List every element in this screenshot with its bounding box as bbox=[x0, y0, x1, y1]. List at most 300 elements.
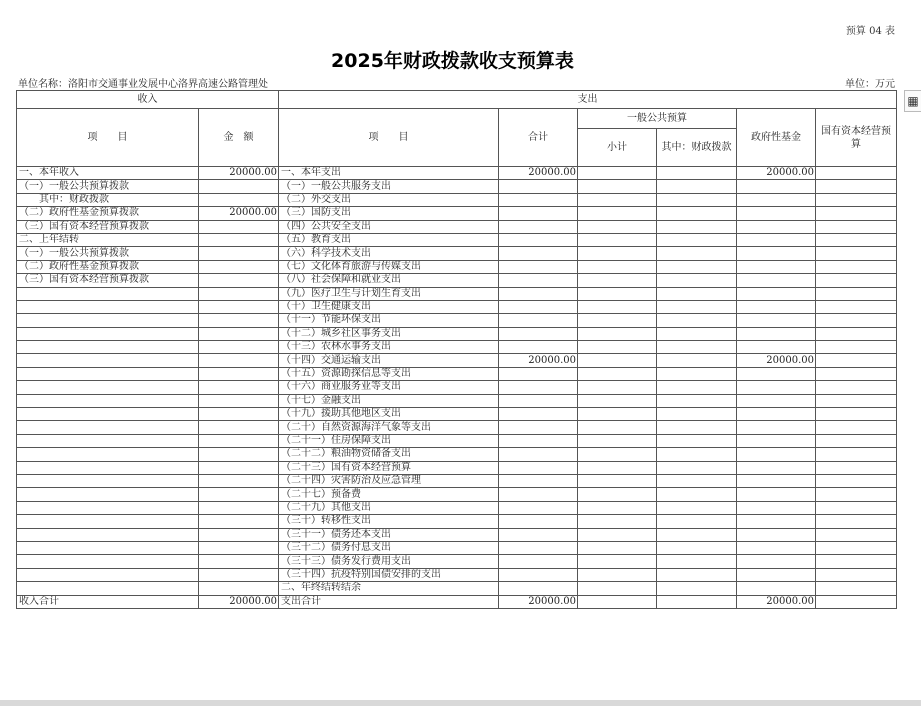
table-row bbox=[17, 354, 897, 367]
subtotal-cell bbox=[578, 247, 657, 260]
expense-total-cell bbox=[499, 421, 578, 434]
expense-item-cell: 二、年终结转结余 bbox=[279, 582, 499, 595]
expense-total-cell bbox=[499, 233, 578, 246]
expense-item-cell: 支出合计 bbox=[279, 595, 499, 608]
state-capital-cell bbox=[816, 421, 897, 434]
expense-item-cell: （七）文化体育旅游与传媒支出 bbox=[279, 260, 499, 273]
table-row bbox=[17, 555, 897, 568]
expense-total-cell bbox=[499, 555, 578, 568]
state-capital-cell bbox=[816, 367, 897, 380]
gov-fund-cell bbox=[737, 461, 816, 474]
expense-total-cell bbox=[499, 582, 578, 595]
income-amount-cell bbox=[199, 220, 279, 233]
subtotal-cell bbox=[578, 367, 657, 380]
income-item-cell bbox=[17, 448, 199, 461]
gov-fund-cell bbox=[737, 300, 816, 313]
gov-fund-cell bbox=[737, 488, 816, 501]
income-item-cell bbox=[17, 568, 199, 581]
income-amount-cell bbox=[199, 582, 279, 595]
state-capital-cell bbox=[816, 394, 897, 407]
gov-fund-cell bbox=[737, 515, 816, 528]
income-item-cell bbox=[17, 461, 199, 474]
state-capital-cell bbox=[816, 461, 897, 474]
subtotal-cell bbox=[578, 474, 657, 487]
expense-item-cell: （四）公共安全支出 bbox=[279, 220, 499, 233]
expense-total-cell bbox=[499, 528, 578, 541]
income-item-cell bbox=[17, 314, 199, 327]
fiscal-allocation-cell bbox=[657, 555, 737, 568]
subtotal-cell bbox=[578, 193, 657, 206]
gov-fund-cell bbox=[737, 474, 816, 487]
state-capital-cell bbox=[816, 501, 897, 514]
gov-fund-cell: 20000.00 bbox=[737, 595, 816, 608]
state-capital-cell bbox=[816, 555, 897, 568]
income-item-cell bbox=[17, 367, 199, 380]
expense-item-cell: （五）教育支出 bbox=[279, 233, 499, 246]
expense-total-cell bbox=[499, 180, 578, 193]
fiscal-allocation-header: 其中：财政拨款 bbox=[657, 129, 737, 167]
fiscal-allocation-cell bbox=[657, 568, 737, 581]
subtotal-cell bbox=[578, 515, 657, 528]
expense-item-cell: （二十一）住房保障支出 bbox=[279, 434, 499, 447]
state-capital-cell bbox=[816, 167, 897, 180]
table-row bbox=[17, 233, 897, 246]
gov-fund-cell bbox=[737, 287, 816, 300]
expense-item-cell: （十二）城乡社区事务支出 bbox=[279, 327, 499, 340]
subtotal-cell bbox=[578, 300, 657, 313]
income-amount-cell: 20000.00 bbox=[199, 595, 279, 608]
state-capital-cell bbox=[816, 300, 897, 313]
income-item-cell bbox=[17, 394, 199, 407]
fiscal-allocation-cell bbox=[657, 541, 737, 554]
gov-fund-cell bbox=[737, 421, 816, 434]
table-row bbox=[17, 327, 897, 340]
subtotal-cell bbox=[578, 260, 657, 273]
state-capital-cell bbox=[816, 408, 897, 421]
income-item-cell: 二、上年结转 bbox=[17, 233, 199, 246]
table-row bbox=[17, 408, 897, 421]
income-header: 收入 bbox=[17, 91, 279, 109]
fiscal-allocation-cell bbox=[657, 528, 737, 541]
table-row bbox=[17, 207, 897, 220]
subtotal-cell bbox=[578, 434, 657, 447]
expense-item-cell: （二十二）粮油物资储备支出 bbox=[279, 448, 499, 461]
income-item-cell bbox=[17, 354, 199, 367]
gov-fund-cell bbox=[737, 247, 816, 260]
gov-fund-cell bbox=[737, 528, 816, 541]
subtotal-cell bbox=[578, 207, 657, 220]
expense-item-cell: （三十）转移性支出 bbox=[279, 515, 499, 528]
expense-total-cell bbox=[499, 541, 578, 554]
bottom-scrollbar bbox=[0, 700, 921, 706]
state-capital-cell bbox=[816, 314, 897, 327]
table-row bbox=[17, 568, 897, 581]
state-capital-cell bbox=[816, 434, 897, 447]
income-item-cell: （三）国有资本经营预算拨款 bbox=[17, 274, 199, 287]
subtotal-cell bbox=[578, 233, 657, 246]
income-amount-cell bbox=[199, 381, 279, 394]
fiscal-allocation-cell bbox=[657, 193, 737, 206]
fiscal-allocation-cell bbox=[657, 220, 737, 233]
income-item-cell: （一）一般公共预算拨款 bbox=[17, 247, 199, 260]
expense-total-cell: 20000.00 bbox=[499, 354, 578, 367]
subtotal-cell bbox=[578, 555, 657, 568]
income-amount-cell bbox=[199, 568, 279, 581]
gov-fund-cell bbox=[737, 207, 816, 220]
expense-total-cell bbox=[499, 461, 578, 474]
subtotal-cell bbox=[578, 408, 657, 421]
fiscal-allocation-cell bbox=[657, 474, 737, 487]
gov-fund-cell bbox=[737, 555, 816, 568]
expense-total-cell bbox=[499, 434, 578, 447]
state-capital-cell bbox=[816, 515, 897, 528]
gov-fund-cell: 20000.00 bbox=[737, 167, 816, 180]
expense-item-cell: （二十）自然资源海洋气象等支出 bbox=[279, 421, 499, 434]
expense-total-cell bbox=[499, 367, 578, 380]
expense-total-cell bbox=[499, 474, 578, 487]
income-item-cell: 一、本年收入 bbox=[17, 167, 199, 180]
table-row bbox=[17, 341, 897, 354]
subtotal-cell bbox=[578, 488, 657, 501]
expense-total-cell bbox=[499, 314, 578, 327]
income-amount-cell bbox=[199, 434, 279, 447]
fiscal-allocation-cell bbox=[657, 488, 737, 501]
gov-fund-cell bbox=[737, 274, 816, 287]
income-amount-cell bbox=[199, 274, 279, 287]
currency-unit: 单位：万元 bbox=[845, 79, 895, 90]
state-capital-cell bbox=[816, 193, 897, 206]
gov-fund-cell bbox=[737, 233, 816, 246]
state-capital-cell bbox=[816, 448, 897, 461]
gov-fund-cell bbox=[737, 327, 816, 340]
state-capital-cell bbox=[816, 528, 897, 541]
expense-item-cell: （三十四）抗疫特别国债安排的支出 bbox=[279, 568, 499, 581]
state-capital-cell bbox=[816, 247, 897, 260]
income-amount-cell bbox=[199, 421, 279, 434]
general-budget-header: 一般公共预算 bbox=[578, 109, 737, 129]
fiscal-allocation-cell bbox=[657, 461, 737, 474]
state-capital-cell bbox=[816, 582, 897, 595]
expense-total-cell bbox=[499, 488, 578, 501]
fiscal-allocation-cell bbox=[657, 167, 737, 180]
table-row bbox=[17, 595, 897, 608]
expense-total-cell bbox=[499, 515, 578, 528]
fiscal-allocation-cell bbox=[657, 314, 737, 327]
income-amount-header: 金 额 bbox=[199, 109, 279, 167]
income-item-cell bbox=[17, 515, 199, 528]
gov-fund-cell bbox=[737, 394, 816, 407]
expense-item-cell: （二十九）其他支出 bbox=[279, 501, 499, 514]
income-item-cell bbox=[17, 341, 199, 354]
unit-name: 单位名称：洛阳市交通事业发展中心洛界高速公路管理处 bbox=[18, 79, 268, 90]
expense-item-cell: （二）外交支出 bbox=[279, 193, 499, 206]
fiscal-allocation-cell bbox=[657, 434, 737, 447]
income-amount-cell bbox=[199, 260, 279, 273]
expense-total-cell bbox=[499, 287, 578, 300]
income-item-cell: （三）国有资本经营预算拨款 bbox=[17, 220, 199, 233]
gov-fund-cell bbox=[737, 314, 816, 327]
income-amount-cell bbox=[199, 287, 279, 300]
subtotal-cell bbox=[578, 582, 657, 595]
state-capital-header: 国有资本经营预算 bbox=[816, 109, 897, 167]
table-row bbox=[17, 381, 897, 394]
income-amount-cell bbox=[199, 367, 279, 380]
expense-item-cell: （十）卫生健康支出 bbox=[279, 300, 499, 313]
expense-total-cell: 20000.00 bbox=[499, 167, 578, 180]
table-row bbox=[17, 367, 897, 380]
expense-item-cell: （三十二）债务付息支出 bbox=[279, 541, 499, 554]
fiscal-allocation-cell bbox=[657, 367, 737, 380]
gov-fund-cell bbox=[737, 220, 816, 233]
fiscal-allocation-cell bbox=[657, 180, 737, 193]
expense-item-cell: （十一）节能环保支出 bbox=[279, 314, 499, 327]
income-amount-cell bbox=[199, 501, 279, 514]
fiscal-allocation-cell bbox=[657, 448, 737, 461]
income-amount-cell bbox=[199, 247, 279, 260]
state-capital-cell bbox=[816, 595, 897, 608]
gov-fund-cell bbox=[737, 260, 816, 273]
state-capital-cell bbox=[816, 287, 897, 300]
gov-fund-cell bbox=[737, 501, 816, 514]
table-view-icon[interactable]: ▦ bbox=[904, 90, 921, 112]
expense-total-cell bbox=[499, 568, 578, 581]
table-row bbox=[17, 541, 897, 554]
expense-total-cell bbox=[499, 408, 578, 421]
expense-item-cell: （三）国防支出 bbox=[279, 207, 499, 220]
income-amount-cell bbox=[199, 180, 279, 193]
expense-item-cell: （三十一）债务还本支出 bbox=[279, 528, 499, 541]
expense-item-cell: （三十三）债务发行费用支出 bbox=[279, 555, 499, 568]
income-item-cell bbox=[17, 300, 199, 313]
expense-total-cell bbox=[499, 501, 578, 514]
subtotal-cell bbox=[578, 287, 657, 300]
income-item-header: 项 目 bbox=[17, 109, 199, 167]
subtotal-cell bbox=[578, 595, 657, 608]
gov-fund-cell bbox=[737, 367, 816, 380]
gov-fund-cell bbox=[737, 381, 816, 394]
expense-item-cell: 一、本年支出 bbox=[279, 167, 499, 180]
gov-fund-cell bbox=[737, 180, 816, 193]
fiscal-allocation-cell bbox=[657, 300, 737, 313]
table-row bbox=[17, 314, 897, 327]
state-capital-cell bbox=[816, 220, 897, 233]
expense-total-cell bbox=[499, 327, 578, 340]
table-row bbox=[17, 501, 897, 514]
expense-item-cell: （十三）农林水事务支出 bbox=[279, 341, 499, 354]
income-item-cell: 收入合计 bbox=[17, 595, 199, 608]
income-item-cell: （二）政府性基金预算拨款 bbox=[17, 207, 199, 220]
expense-total-cell bbox=[499, 381, 578, 394]
income-amount-cell bbox=[199, 314, 279, 327]
table-row bbox=[17, 582, 897, 595]
fiscal-allocation-cell bbox=[657, 327, 737, 340]
income-item-cell: （一）一般公共预算拨款 bbox=[17, 180, 199, 193]
income-amount-cell bbox=[199, 474, 279, 487]
income-amount-cell bbox=[199, 193, 279, 206]
subtotal-cell bbox=[578, 501, 657, 514]
expense-total-cell bbox=[499, 300, 578, 313]
fiscal-allocation-cell bbox=[657, 501, 737, 514]
state-capital-cell bbox=[816, 260, 897, 273]
income-amount-cell bbox=[199, 341, 279, 354]
expense-item-cell: （六）科学技术支出 bbox=[279, 247, 499, 260]
subtotal-cell bbox=[578, 394, 657, 407]
fiscal-allocation-cell bbox=[657, 233, 737, 246]
table-row bbox=[17, 394, 897, 407]
fiscal-allocation-cell bbox=[657, 260, 737, 273]
state-capital-cell bbox=[816, 327, 897, 340]
table-row bbox=[17, 260, 897, 273]
state-capital-cell bbox=[816, 207, 897, 220]
table-header bbox=[17, 91, 897, 167]
fiscal-allocation-cell bbox=[657, 394, 737, 407]
table-row bbox=[17, 167, 897, 180]
expense-total-header: 合计 bbox=[499, 109, 578, 167]
expense-total-cell bbox=[499, 247, 578, 260]
table-row bbox=[17, 528, 897, 541]
state-capital-cell bbox=[816, 474, 897, 487]
state-capital-cell bbox=[816, 180, 897, 193]
income-item-cell bbox=[17, 434, 199, 447]
subtotal-cell bbox=[578, 180, 657, 193]
subtotal-cell bbox=[578, 341, 657, 354]
fiscal-allocation-cell bbox=[657, 515, 737, 528]
table-row bbox=[17, 421, 897, 434]
expense-total-cell: 20000.00 bbox=[499, 595, 578, 608]
gov-fund-cell: 20000.00 bbox=[737, 354, 816, 367]
fiscal-allocation-cell bbox=[657, 421, 737, 434]
subtotal-cell bbox=[578, 354, 657, 367]
expense-total-cell bbox=[499, 274, 578, 287]
income-item-cell bbox=[17, 287, 199, 300]
page-title: 2025年财政拨款收支预算表 bbox=[331, 50, 574, 72]
income-item-cell bbox=[17, 541, 199, 554]
table-row bbox=[17, 180, 897, 193]
fiscal-allocation-cell bbox=[657, 247, 737, 260]
income-amount-cell bbox=[199, 300, 279, 313]
table-row bbox=[17, 220, 897, 233]
income-item-cell bbox=[17, 555, 199, 568]
state-capital-cell bbox=[816, 541, 897, 554]
income-amount-cell bbox=[199, 233, 279, 246]
gov-fund-cell bbox=[737, 434, 816, 447]
subtotal-cell bbox=[578, 461, 657, 474]
state-capital-cell bbox=[816, 274, 897, 287]
expense-item-cell: （二十四）灾害防治及应急管理 bbox=[279, 474, 499, 487]
form-code: 预算 04 表 bbox=[845, 26, 895, 37]
income-item-cell bbox=[17, 582, 199, 595]
income-amount-cell bbox=[199, 327, 279, 340]
gov-fund-header: 政府性基金 bbox=[737, 109, 816, 167]
income-item-cell bbox=[17, 474, 199, 487]
expense-total-cell bbox=[499, 220, 578, 233]
income-amount-cell bbox=[199, 354, 279, 367]
income-item-cell bbox=[17, 421, 199, 434]
subtotal-cell bbox=[578, 568, 657, 581]
fiscal-allocation-cell bbox=[657, 381, 737, 394]
table-row bbox=[17, 300, 897, 313]
expense-item-cell: （二十三）国有资本经营预算 bbox=[279, 461, 499, 474]
table-row bbox=[17, 488, 897, 501]
expense-header: 支出 bbox=[279, 91, 897, 109]
fiscal-allocation-cell bbox=[657, 341, 737, 354]
income-amount-cell: 20000.00 bbox=[199, 207, 279, 220]
income-amount-cell bbox=[199, 528, 279, 541]
income-amount-cell bbox=[199, 394, 279, 407]
fiscal-allocation-cell bbox=[657, 207, 737, 220]
table-row bbox=[17, 474, 897, 487]
expense-item-cell: （十四）交通运输支出 bbox=[279, 354, 499, 367]
table-row bbox=[17, 461, 897, 474]
income-amount-cell bbox=[199, 448, 279, 461]
income-item-cell bbox=[17, 327, 199, 340]
subtotal-cell bbox=[578, 421, 657, 434]
expense-item-cell: （十五）资源勘探信息等支出 bbox=[279, 367, 499, 380]
table-row bbox=[17, 515, 897, 528]
expense-total-cell bbox=[499, 193, 578, 206]
subtotal-cell bbox=[578, 220, 657, 233]
income-amount-cell bbox=[199, 555, 279, 568]
expense-item-cell: （十七）金融支出 bbox=[279, 394, 499, 407]
budget-table bbox=[16, 90, 897, 609]
gov-fund-cell bbox=[737, 193, 816, 206]
table-row bbox=[17, 274, 897, 287]
gov-fund-cell bbox=[737, 582, 816, 595]
subtotal-cell bbox=[578, 167, 657, 180]
fiscal-allocation-cell bbox=[657, 274, 737, 287]
expense-item-cell: （一）一般公共服务支出 bbox=[279, 180, 499, 193]
subtotal-cell bbox=[578, 381, 657, 394]
expense-total-cell bbox=[499, 448, 578, 461]
income-item-cell: （二）政府性基金预算拨款 bbox=[17, 260, 199, 273]
fiscal-allocation-cell bbox=[657, 582, 737, 595]
table-row bbox=[17, 247, 897, 260]
expense-item-cell: （九）医疗卫生与计划生育支出 bbox=[279, 287, 499, 300]
expense-item-cell: （十六）商业服务业等支出 bbox=[279, 381, 499, 394]
subtotal-cell bbox=[578, 541, 657, 554]
income-amount-cell bbox=[199, 541, 279, 554]
fiscal-allocation-cell bbox=[657, 287, 737, 300]
expense-item-cell: （八）社会保障和就业支出 bbox=[279, 274, 499, 287]
income-item-cell bbox=[17, 488, 199, 501]
income-amount-cell bbox=[199, 408, 279, 421]
expense-total-cell bbox=[499, 394, 578, 407]
state-capital-cell bbox=[816, 568, 897, 581]
subtotal-header: 小计 bbox=[578, 129, 657, 167]
income-item-cell: 其中：财政拨款 bbox=[17, 193, 199, 206]
gov-fund-cell bbox=[737, 448, 816, 461]
expense-total-cell bbox=[499, 341, 578, 354]
table-row bbox=[17, 434, 897, 447]
gov-fund-cell bbox=[737, 408, 816, 421]
expense-item-cell: （二十七）预备费 bbox=[279, 488, 499, 501]
income-amount-cell bbox=[199, 488, 279, 501]
income-amount-cell: 20000.00 bbox=[199, 167, 279, 180]
income-item-cell bbox=[17, 381, 199, 394]
income-amount-cell bbox=[199, 461, 279, 474]
subtotal-cell bbox=[578, 274, 657, 287]
subtotal-cell bbox=[578, 327, 657, 340]
income-item-cell bbox=[17, 528, 199, 541]
expense-item-cell: （十九）援助其他地区支出 bbox=[279, 408, 499, 421]
gov-fund-cell bbox=[737, 341, 816, 354]
table-row bbox=[17, 448, 897, 461]
income-amount-cell bbox=[199, 515, 279, 528]
state-capital-cell bbox=[816, 488, 897, 501]
table-row bbox=[17, 287, 897, 300]
fiscal-allocation-cell bbox=[657, 595, 737, 608]
fiscal-allocation-cell bbox=[657, 354, 737, 367]
